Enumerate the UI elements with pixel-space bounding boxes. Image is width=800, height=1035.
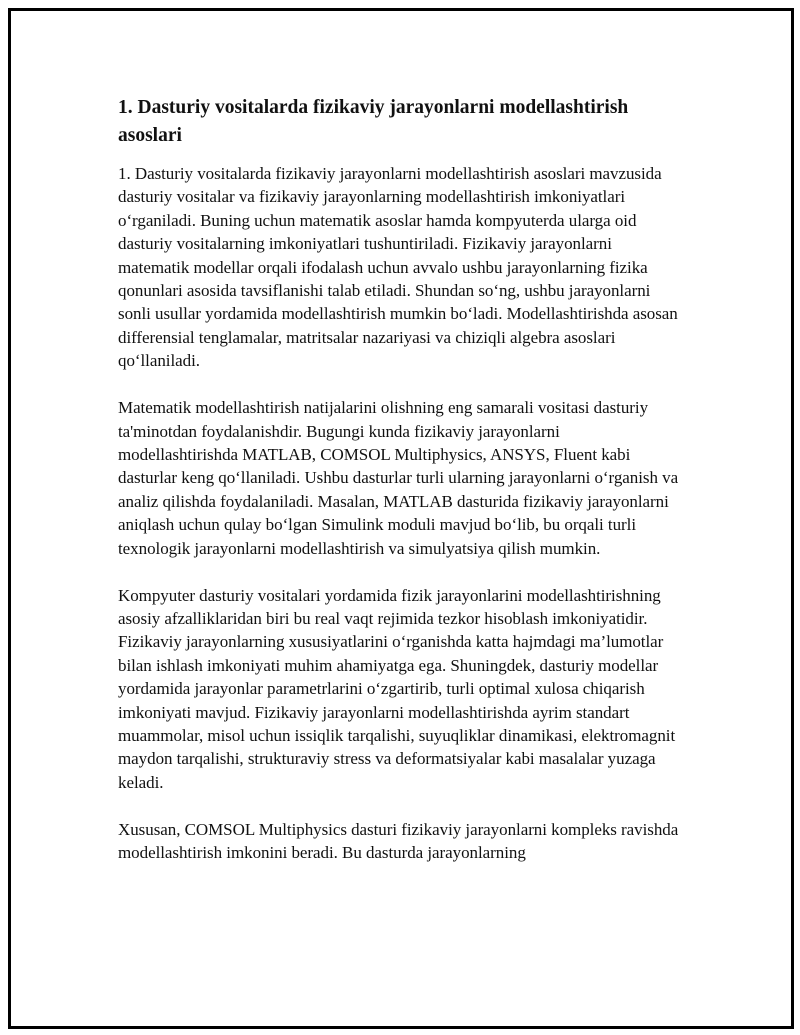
- paragraph-4: Xususan, COMSOL Multiphysics dasturi fizikaviy jarayonlarni kompleks ravishda modellashtirish imkonini beradi. Bu dasturda jarayonlarning: [118, 819, 679, 863]
- paragraph-3: Kompyuter dasturiy vositalari yordamida fizik jarayonlarini modellashtirishning asosiy afzalliklaridan biri bu real vaqt rejimida tezkor hisoblash imkoniyatidir. Fizikaviy jarayonlarning xususiyatlarini o‘rganishda katta hajmdagi ma’lumotlar bilan ishlash imkoniyati muhim ahamiyatga ega. Shuningdek, dasturiy modellar yordamida jarayonlar parametrlarini o‘zgartirib, turli optimal xulosa chiqarish imkoniyati mavjud. Fizikaviy jarayonlarni modellashtirishda ayrim standart muammolar, misol uchun issiqlik tarqalishi, suyuqliklar dinamikasi, elektromagnit maydon tarqalishi, strukturaviy stress va deformatsiyalar kabi masalalar yuzaga keladi.: [118, 585, 676, 792]
- document-body: [118, 94, 683, 888]
- paragraph-2: Matematik modellashtirish natijalarini olishning eng samarali vositasi dasturiy ta'minotdan foydalanishdir. Bugungi kunda fizikaviy jarayonlarni modellashtirishda MATLAB, COMSOL Multiphysics, ANSYS, Fluent kabi dasturlar keng qo‘llaniladi. Ushbu dasturlar turli ularning jarayonlarni o‘rganish va analiz qilishda foydalaniladi. Masalan, MATLAB dasturida fizikaviy jarayonlarni aniqlash uchun qulay bo‘lgan Simulink moduli mavjud bo‘lib, bu orqali turli texnologik jarayonlarni modellashtirish va simulyatsiya qilish mumkin.: [118, 398, 679, 558]
- document-title: 1. Dasturiy vositalarda fizikaviy jarayonlarni modellashtirish asoslari: [118, 97, 629, 146]
- paragraph-1: 1. Dasturiy vositalarda fizikaviy jarayonlarni modellashtirish asoslari mavzusida dasturiy vositalar va fizikaviy jarayonlarning modellashtirish imkoniyatlari o‘rganiladi. Buning uchun matematik asoslar hamda kompyuterda ularga oid dasturiy vositalarning imkoniyatlari tushuntiriladi. Fizikaviy jarayonlarni matematik modellar orqali ifodalash uchun avvalo ushbu jarayonlarning fizika qonunlari asosida tavsiflanishi talab etiladi. Shundan so‘ng, ushbu jarayonlarni sonli usullar yordamida modellashtirish mumkin bo‘ladi. Modellashtirishda asosan differensial tenglamalar, matritsalar nazariyasi va chiziqli algebra asoslari qo‘llaniladi.: [118, 164, 678, 371]
